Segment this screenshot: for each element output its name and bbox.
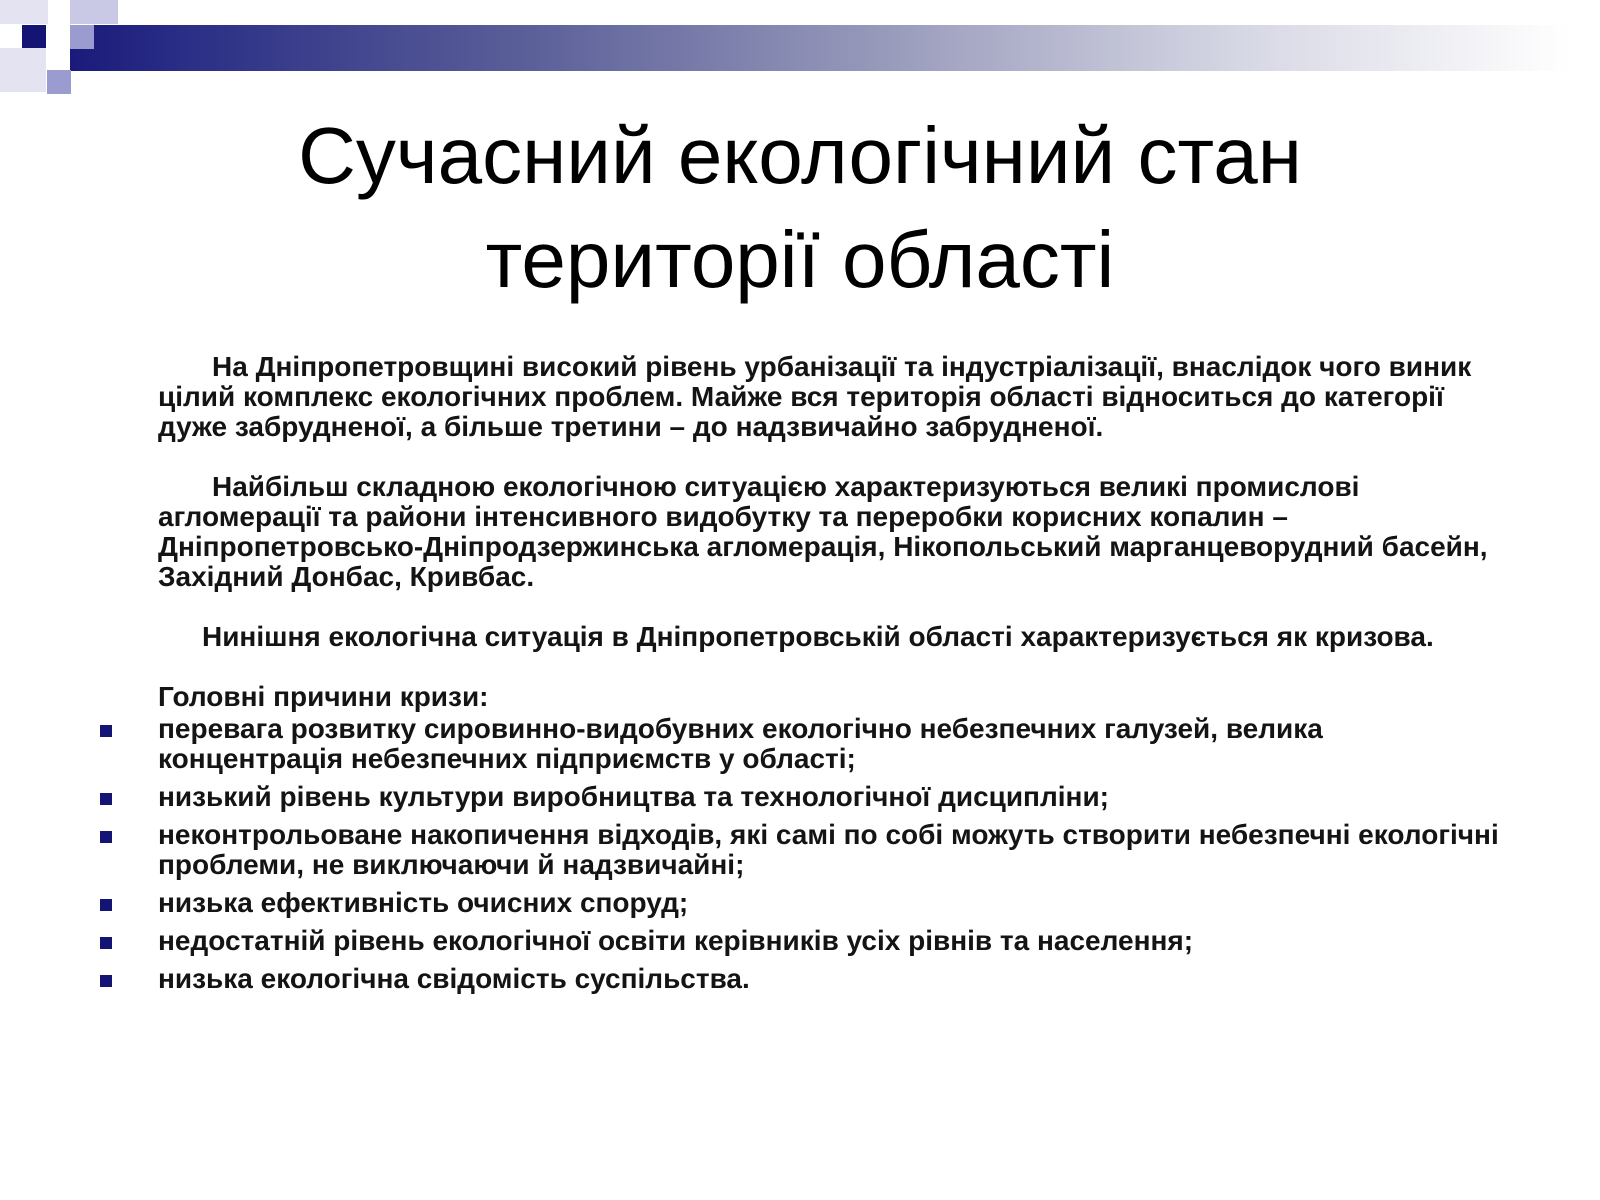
- list-item: [158, 782, 1508, 812]
- decor-square: [0, 48, 46, 92]
- slide-title: [0, 104, 1600, 312]
- square-bullet-icon: [100, 793, 112, 805]
- square-bullet-icon: [100, 937, 112, 949]
- square-bullet-icon: [100, 975, 112, 987]
- list-item-text: низька екологічна свідомість суспільства.: [158, 963, 750, 994]
- list-item: [158, 926, 1508, 956]
- title-line: Сучасний екологічний стан: [298, 111, 1302, 200]
- list-item: [158, 964, 1508, 994]
- list-item-text: перевага розвитку сировинно-видобувних екологічно небезпечних галузей, велика концентрація небезпечних підприємств у області;: [158, 713, 1323, 774]
- list-item-text: низький рівень культури виробництва та технологічної дисципліни;: [158, 781, 1109, 812]
- decor-square: [22, 25, 46, 49]
- slide-body: [158, 352, 1508, 1002]
- list-item-text: недостатній рівень екологічної освіти керівників усіх рівнів та населення;: [158, 925, 1194, 956]
- list-item: [158, 714, 1508, 774]
- square-bullet-icon: [100, 725, 112, 737]
- causes-heading: Головні причини кризи:: [158, 681, 489, 712]
- list-item: [158, 888, 1508, 918]
- decor-square: [70, 0, 118, 24]
- paragraph: Нинішня екологічна ситуація в Дніпропетровській області характеризується як кризова.: [202, 621, 1434, 652]
- decor-square: [70, 25, 94, 49]
- square-bullet-icon: [100, 831, 112, 843]
- decor-square: [47, 70, 71, 94]
- paragraph: На Дніпропетровщині високий рівень урбанізації та індустріалізації, внаслідок чого виник цілий комплекс екологічних проблем. Майже вся територія області відноситься до категорії дуже забрудненої, а більше третини – до надзвичайно забрудненої.: [158, 351, 1472, 442]
- causes-list: [158, 714, 1508, 994]
- list-item-text: низька ефективність очисних споруд;: [158, 887, 689, 918]
- paragraph: Найбільш складною екологічною ситуацією характеризуються великі промислові агломерації та райони інтенсивного видобутку та переробки корисних копалин – Дніпропетровсько-Дніпродзержинська агломерація, Нікопольський марганцеворудний басейн, Західний Донбас, Кривбас.: [158, 471, 1488, 592]
- square-bullet-icon: [100, 899, 112, 911]
- decor-square: [0, 0, 48, 24]
- list-item: [158, 820, 1508, 880]
- header-gradient-bar: [70, 25, 1570, 71]
- list-item-text: неконтрольоване накопичення відходів, які самі по собі можуть створити небезпечні екологічні проблеми, не виключаючи й надзвичайні;: [158, 819, 1499, 880]
- title-line: території області: [485, 215, 1115, 304]
